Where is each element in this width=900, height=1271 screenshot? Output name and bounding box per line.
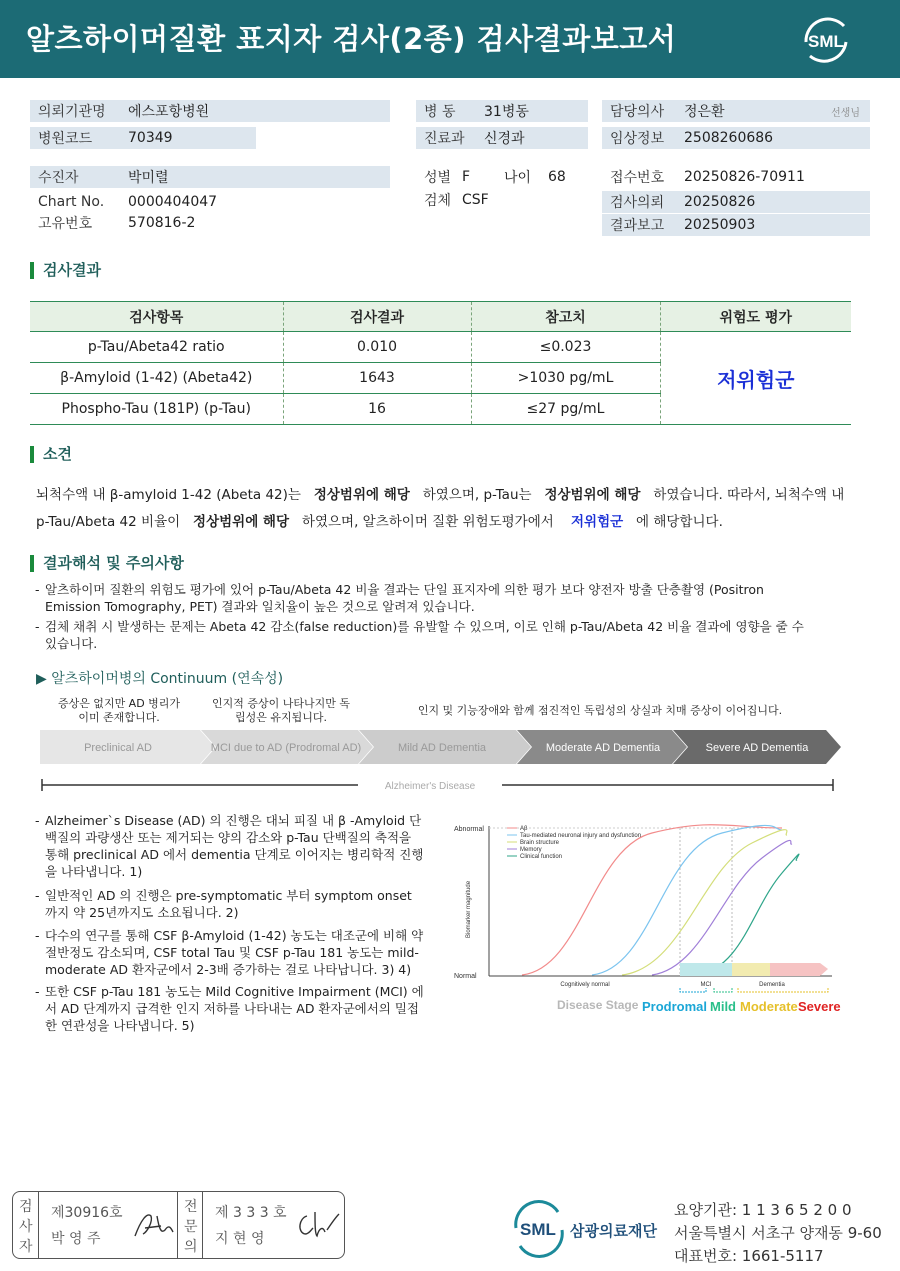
memory-curve <box>652 840 792 975</box>
clinical-row <box>602 127 870 149</box>
signature-box <box>12 1191 345 1259</box>
continuum-title: ▶ 알츠하이머병의 Continuum (연속성) <box>36 671 284 687</box>
ward-row <box>416 100 588 122</box>
opinion-risk: 저위험군 <box>570 514 624 530</box>
receipt-row <box>602 166 870 188</box>
opinion-text: 하였으며, p-Tau는 <box>422 487 532 503</box>
note-2: - 일반적인 AD 의 진행은 pre-symptomatic 부터 symptom onset 까지 약 25년까지도 소요됩니다. 2) <box>45 887 425 921</box>
examiner-license: 제30916호 <box>51 1205 123 1221</box>
note-1: - Alzheimer`s Disease (AD) 의 진행은 대뇌 피질 내 β -Amyloid 단백질의 과량생산 또는 제거되는 양의 감소와 p-Tau 단백질의 축적을 통해 preclinical AD 에서 dementia 단계로 이어지는 병리학적 진행을 나타냅니다. 1) <box>45 812 425 880</box>
dept-value: 신경과 <box>484 131 525 147</box>
report-header <box>0 0 900 78</box>
hospital-code-value: 70349 <box>128 130 173 146</box>
risk-evaluation: 저위험군 <box>660 332 851 425</box>
stage-word-mild: Mild <box>710 999 736 1014</box>
doctor-row <box>602 100 870 122</box>
age-value: 68 <box>548 169 566 185</box>
hospital-code-label: 병원코드 <box>38 131 93 147</box>
chart-label: Chart No. <box>38 194 105 210</box>
receipt-label: 접수번호 <box>610 170 665 186</box>
specialist-signature-icon <box>293 1208 341 1240</box>
header-result: 검사결과 <box>283 302 471 332</box>
specialist-label-char: 문 <box>184 1219 198 1235</box>
specialist-label-char: 전 <box>184 1199 198 1215</box>
receipt-value: 20250826-70911 <box>684 169 805 185</box>
uid-label: 고유번호 <box>38 216 93 232</box>
opinion-highlight: 정상범위에 해당 <box>313 487 410 503</box>
report-date-label: 결과보고 <box>610 218 665 234</box>
ward-label: 병 동 <box>424 104 456 120</box>
org-name: 삼광의료재단 <box>570 1222 657 1240</box>
examiner-label-char: 사 <box>19 1219 33 1235</box>
institution-label: 의뢰기관명 <box>38 104 106 120</box>
interpretation-bullet-2: - 검체 채취 시 발생하는 문제는 Abeta 42 감소(false reduction)를 유발할 수 있으며, 이로 인해 p-Tau/Abeta 42 비율 결과에 영향을 줄 수 있습니다. <box>45 618 805 652</box>
dept-label: 진료과 <box>424 131 465 147</box>
legend-entry: Aβ <box>520 826 528 832</box>
stage-word-moderate: Moderate <box>740 999 798 1014</box>
interpretation-section-title: 결과해석 및 주의사항 <box>30 555 184 572</box>
x-label-dementia: Dementia <box>759 982 785 988</box>
legend-entry: Memory <box>520 847 542 853</box>
disease-stage-label: Disease Stage <box>557 998 639 1012</box>
x-label-mci: MCI <box>700 982 712 988</box>
sml-foundation-logo-icon <box>510 1200 568 1258</box>
dept-row <box>416 127 588 149</box>
org-phone-label: 대표번호: <box>674 1247 738 1265</box>
specialist-name: 지 현 영 <box>215 1231 265 1247</box>
specimen-value: CSF <box>462 192 489 208</box>
org-address: 서울특별시 서초구 양재동 9-60 <box>674 1224 882 1242</box>
row-item: p-Tau/Abeta42 ratio <box>30 332 283 363</box>
continuum-axis-label: Alzheimer's Disease <box>384 781 476 792</box>
examiner-name: 박 영 주 <box>51 1231 101 1247</box>
patient-label: 수진자 <box>38 170 79 186</box>
hospital-code-row <box>30 127 256 149</box>
legend-entry: Tau-mediated neuronal injury and dysfunction <box>520 833 642 839</box>
specialist-label-cell <box>177 1192 203 1258</box>
clinical-value: 2508260686 <box>684 130 774 146</box>
results-header-row <box>30 302 851 332</box>
continuum-note-mci: 인지적 증상이 나타나지만 독립성은 유지됩니다. <box>212 697 351 724</box>
row-result: 16 <box>283 394 471 425</box>
row-item: β-Amyloid (1-42) (Abeta42) <box>30 363 283 394</box>
opinion-text: p-Tau/Abeta 42 비율이 <box>36 514 181 530</box>
sex-value: F <box>462 169 471 185</box>
results-section-title: 검사결과 <box>30 262 101 279</box>
continuum-diagram <box>40 728 845 796</box>
opinion-section-title: 소견 <box>30 446 72 463</box>
mild-moderate-band <box>732 963 770 976</box>
specialist-license: 제 3 3 3 호 <box>215 1205 287 1221</box>
y-top-label: Abnormal <box>454 826 484 833</box>
org-phone: 1661-5117 <box>737 1247 824 1265</box>
report-title: 알츠하이머질환 표지자 검사(2종) 검사결과보고서 <box>26 22 677 56</box>
request-value: 20250826 <box>684 194 756 210</box>
opinion-text: 에 해당합니다. <box>636 514 723 530</box>
clinical-function-curve <box>697 854 799 975</box>
sml-logo-icon <box>798 12 854 68</box>
patient-value: 박미렬 <box>128 170 169 186</box>
header-reference: 참고치 <box>471 302 660 332</box>
y-bottom-label: Normal <box>454 973 477 980</box>
org-phone-line <box>674 1245 824 1266</box>
patient-row <box>30 166 390 188</box>
x-label-cognitively-normal: Cognitively normal <box>560 982 610 988</box>
header-item: 검사항목 <box>30 302 283 332</box>
specimen-row <box>416 189 588 211</box>
stage-label: Preclinical AD <box>84 742 152 754</box>
opinion-highlight: 정상범위에 해당 <box>544 487 641 503</box>
y-axis-label: Biomarker magnitude <box>466 880 472 938</box>
org-code-line <box>674 1199 852 1220</box>
tau-curve <box>592 825 782 975</box>
examiner-label-cell <box>13 1192 39 1258</box>
legend-entry: Brain structure <box>520 840 560 846</box>
stage-word-prodromal: Prodromal <box>642 999 708 1014</box>
row-reference: ≤27 pg/mL <box>471 394 660 425</box>
legend-entry: Clinical function <box>520 854 563 860</box>
org-code-label: 요양기관: <box>674 1201 738 1219</box>
uid-row <box>30 212 390 234</box>
examiner-signature-icon <box>131 1210 176 1240</box>
continuum-note-preclinical: 증상은 없지만 AD 병리가 이미 존재합니다. <box>57 697 181 724</box>
request-row <box>602 191 870 213</box>
opinion-line-1 <box>36 483 844 503</box>
opinion-text: 하였으며, 알츠하이머 질환 위험도평가에서 <box>301 514 554 530</box>
ward-value: 31병동 <box>484 104 529 120</box>
doctor-suffix: 선생님 <box>831 107 860 119</box>
opinion-text: 뇌척수액 내 β-amyloid 1-42 (Abeta 42)는 <box>36 487 301 503</box>
header-risk: 위험도 평가 <box>660 302 851 332</box>
specimen-label: 검체 <box>424 193 452 209</box>
doctor-label: 담당의사 <box>610 104 665 120</box>
note-3: - 다수의 연구를 통해 CSF β-Amyloid (1-42) 농도는 대조군에 비해 약 절반정도 감소되며, CSF total Tau 및 CSF p-Tau 181 농도는 mild-moderate AD 환자군에서 2-3배 증가하는 걸로 나타납니다. 3) 4) <box>45 927 425 978</box>
examiner-label-char: 자 <box>19 1239 33 1255</box>
uid-value: 570816-2 <box>128 215 196 231</box>
severe-band <box>770 963 828 976</box>
report-date-value: 20250903 <box>684 217 756 233</box>
opinion-text: 하였습니다. 따라서, 뇌척수액 내 <box>653 487 845 503</box>
row-reference: ≤0.023 <box>471 332 660 363</box>
specialist-label-char: 의 <box>184 1239 198 1255</box>
request-label: 검사의뢰 <box>610 195 665 211</box>
row-result: 1643 <box>283 363 471 394</box>
row-item: Phospho-Tau (181P) (p-Tau) <box>30 394 283 425</box>
opinion-line-2 <box>36 510 723 530</box>
continuum-note-dementia: 인지 및 기능장애와 함께 점진적인 독립성의 상실과 치매 증상이 이어집니다. <box>417 704 783 717</box>
opinion-highlight: 정상범위에 해당 <box>193 514 290 530</box>
org-logo-text: SML <box>520 1220 556 1239</box>
chart-value: 0000404047 <box>128 194 218 210</box>
svg-text:SML: SML <box>808 32 844 51</box>
org-code: 1 1 3 6 5 2 0 0 <box>737 1201 852 1219</box>
biomarker-chart <box>452 818 852 1018</box>
ab-curve <box>522 825 782 975</box>
institution-row <box>30 100 390 122</box>
interpretation-bullet-1: - 알츠하이머 질환의 위험도 평가에 있어 p-Tau/Abeta 42 비율 결과는 단일 표지자에 의한 평가 보다 양전자 방출 단층촬영 (Positron Emission Tomography, PET) 결과와 일치율이 높은 것으로 알려져 있습니다. <box>45 581 805 615</box>
institution-value: 에스포항병원 <box>128 104 210 120</box>
mci-band <box>680 963 732 976</box>
clinical-label: 임상정보 <box>610 131 665 147</box>
results-table <box>30 301 851 425</box>
stage-label: MCI due to AD (Prodromal AD) <box>210 742 362 754</box>
row-reference: >1030 pg/mL <box>471 363 660 394</box>
doctor-value: 정은환 <box>684 104 725 120</box>
examiner-label-char: 검 <box>19 1199 33 1215</box>
stage-label: Severe AD Dementia <box>705 742 809 754</box>
sex-age-row <box>416 166 588 188</box>
chart-row <box>30 191 390 213</box>
report-date-row <box>602 214 870 236</box>
age-label: 나이 <box>504 170 532 186</box>
table-row <box>30 332 851 363</box>
stage-word-severe: Severe <box>798 999 841 1014</box>
stage-label: Mild AD Dementia <box>397 742 487 754</box>
stage-label: Moderate AD Dementia <box>545 742 661 754</box>
row-result: 0.010 <box>283 332 471 363</box>
sex-label: 성별 <box>424 170 452 186</box>
note-4: - 또한 CSF p-Tau 181 농도는 Mild Cognitive Impairment (MCI) 에서 AD 단계까지 급격한 인지 저하를 나타내는 AD 환자군에서의 밀접한 연관성을 나타냅니다. 5) <box>45 983 425 1034</box>
